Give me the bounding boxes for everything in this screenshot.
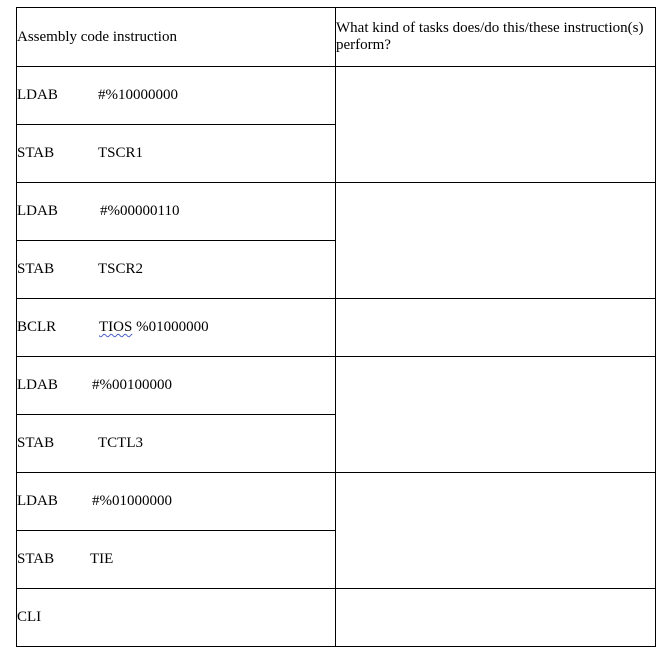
answer-cell[interactable] [336, 67, 656, 183]
operand: TSCR1 [98, 145, 144, 161]
operand [99, 319, 209, 336]
operand: TSCR2 [98, 261, 144, 277]
instruction-cell [17, 125, 336, 183]
table-row [17, 67, 656, 125]
operand: #%00000110 [100, 203, 180, 219]
mnemonic: LDAB [17, 377, 58, 393]
header-tasks: What kind of tasks does/do this/these instruction(s) perform? [336, 8, 656, 67]
table-row [17, 357, 656, 415]
operand: TIE [90, 551, 114, 567]
mnemonic: BCLR [17, 319, 57, 335]
answer-cell[interactable] [336, 299, 656, 357]
mnemonic: CLI [17, 609, 42, 625]
operand: #%10000000 [98, 87, 178, 103]
mnemonic: STAB [17, 435, 55, 451]
table-row [17, 473, 656, 531]
instruction-cell [17, 531, 336, 589]
instruction-cell [17, 241, 336, 299]
mnemonic: LDAB [17, 493, 58, 509]
table-row [17, 589, 656, 647]
header-instruction: Assembly code instruction [17, 8, 336, 67]
instruction-cell [17, 299, 336, 357]
answer-cell[interactable] [336, 589, 656, 647]
table-row [17, 299, 656, 357]
spellcheck-underlined-word: TIOS [99, 319, 133, 335]
operand: #%01000000 [92, 493, 172, 509]
operand: #%00100000 [92, 377, 172, 393]
instruction-cell [17, 183, 336, 241]
mnemonic: LDAB [17, 87, 58, 103]
answer-cell[interactable] [336, 357, 656, 473]
instruction-table [16, 7, 656, 647]
instruction-cell [17, 589, 336, 647]
table-row [17, 183, 656, 241]
answer-cell[interactable] [336, 473, 656, 589]
mnemonic: STAB [17, 551, 55, 567]
mnemonic: LDAB [17, 203, 58, 219]
answer-cell[interactable] [336, 183, 656, 299]
instruction-cell [17, 473, 336, 531]
operand-value: %01000000 [132, 319, 209, 335]
mnemonic: STAB [17, 145, 55, 161]
operand: TCTL3 [98, 435, 143, 451]
instruction-cell [17, 357, 336, 415]
table-header-row [17, 8, 656, 67]
instruction-cell [17, 67, 336, 125]
instruction-cell [17, 415, 336, 473]
mnemonic: STAB [17, 261, 55, 277]
